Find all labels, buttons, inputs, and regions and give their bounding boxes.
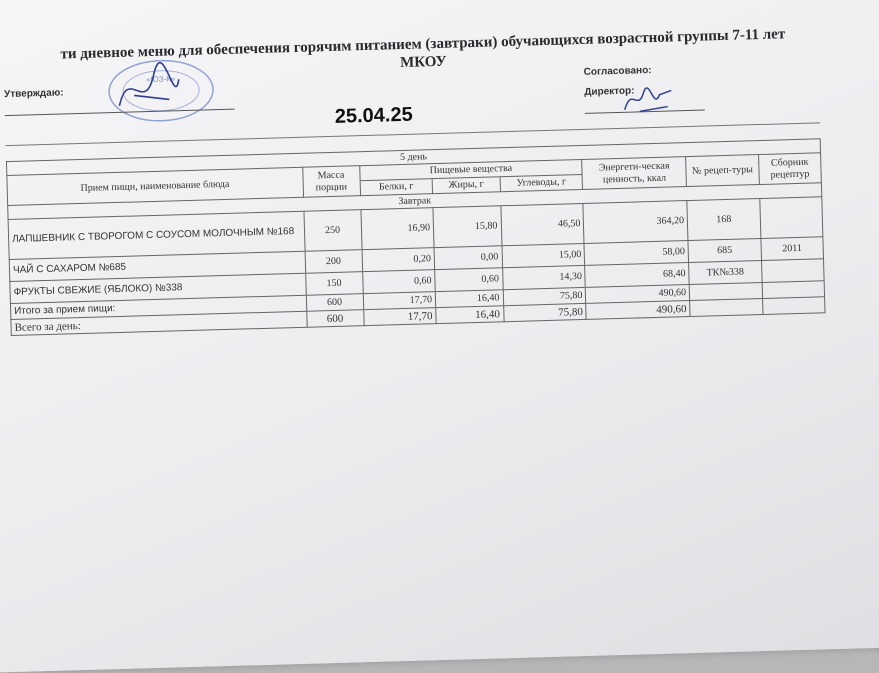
stamp-text: «ЮЗ-К» xyxy=(146,74,176,85)
dish-mass: 250 xyxy=(303,210,361,252)
header-recipe: № рецеп-туры xyxy=(686,155,759,187)
subtotal-mass: 600 xyxy=(306,294,363,312)
dish-collection: 2011 xyxy=(761,237,824,261)
header-protein: Белки, г xyxy=(360,179,433,196)
header-mass: Масса порции xyxy=(302,166,360,198)
day-label: 5 день xyxy=(6,139,820,176)
total-recipe-empty xyxy=(690,298,763,316)
director-label: Директор: xyxy=(584,85,635,98)
subtotal-collection-empty xyxy=(762,281,825,299)
dish-energy: 68,40 xyxy=(585,263,689,288)
header-dish: Прием пищи, наименование блюда xyxy=(7,167,303,205)
header-carbs: Углеводы, г xyxy=(500,174,583,191)
dish-recipe: ТК№338 xyxy=(689,261,762,285)
subtotal-protein: 17,70 xyxy=(363,292,436,310)
dish-carbs: 14,30 xyxy=(502,265,586,289)
document-content xyxy=(3,23,871,336)
menu-table xyxy=(6,138,826,336)
dish-collection xyxy=(761,259,824,283)
dish-recipe: 685 xyxy=(688,239,761,263)
total-collection-empty xyxy=(762,297,825,315)
dish-protein: 0,20 xyxy=(362,248,435,272)
total-carbs: 75,80 xyxy=(503,303,586,321)
dish-name: ФРУКТЫ СВЕЖИЕ (ЯБЛОКО) №338 xyxy=(10,273,306,303)
dish-carbs: 15,00 xyxy=(502,243,586,267)
dish-fat: 15,80 xyxy=(433,206,501,248)
total-fat: 16,40 xyxy=(436,306,504,324)
dish-mass: 150 xyxy=(305,272,363,296)
subtotal-label: Итого за прием пищи: xyxy=(10,295,306,319)
total-mass: 600 xyxy=(306,310,363,328)
dish-recipe: 168 xyxy=(687,199,761,241)
document-title: ти дневное меню для обеспечения горячим питанием (завтраки) обучающихся возрастной группы 7-11 лет МКОУ xyxy=(60,26,786,72)
dish-fat: 0,60 xyxy=(435,268,503,292)
approve-label: Утверждаю: xyxy=(3,87,64,101)
stamp-icon xyxy=(98,53,220,126)
agreed-label: Согласовано: xyxy=(583,65,652,78)
subtotal-carbs: 75,80 xyxy=(503,287,586,305)
dish-energy: 364,20 xyxy=(583,201,688,244)
dish-collection xyxy=(760,197,823,239)
dish-protein: 0,60 xyxy=(362,270,435,294)
header-fat: Жиры, г xyxy=(432,177,500,194)
total-energy: 490,60 xyxy=(586,301,690,320)
header-collection: Сборник рецептур xyxy=(758,153,821,185)
dish-carbs: 46,50 xyxy=(500,203,584,245)
header-energy: Энергети-ческая ценность, ккал xyxy=(582,157,686,190)
dish-energy: 58,00 xyxy=(584,241,688,266)
dish-mass: 200 xyxy=(305,250,363,274)
total-label: Всего за день: xyxy=(11,311,307,335)
subtotal-energy: 490,60 xyxy=(586,285,690,304)
dish-protein: 16,90 xyxy=(360,208,434,250)
total-protein: 17,70 xyxy=(363,308,436,326)
section-label: Завтрак xyxy=(8,183,822,220)
dish-fat: 0,00 xyxy=(434,246,502,270)
dish-name: ЛАПШЕВНИК С ТВОРОГОМ С СОУСОМ МОЛОЧНЫМ №168 xyxy=(8,211,305,259)
subtotal-fat: 16,40 xyxy=(435,290,503,308)
header-nutrients: Пищевые вещества xyxy=(359,159,582,180)
document-date: 25.04.25 xyxy=(334,103,413,128)
dish-name: ЧАЙ С САХАРОМ №685 xyxy=(9,251,305,281)
